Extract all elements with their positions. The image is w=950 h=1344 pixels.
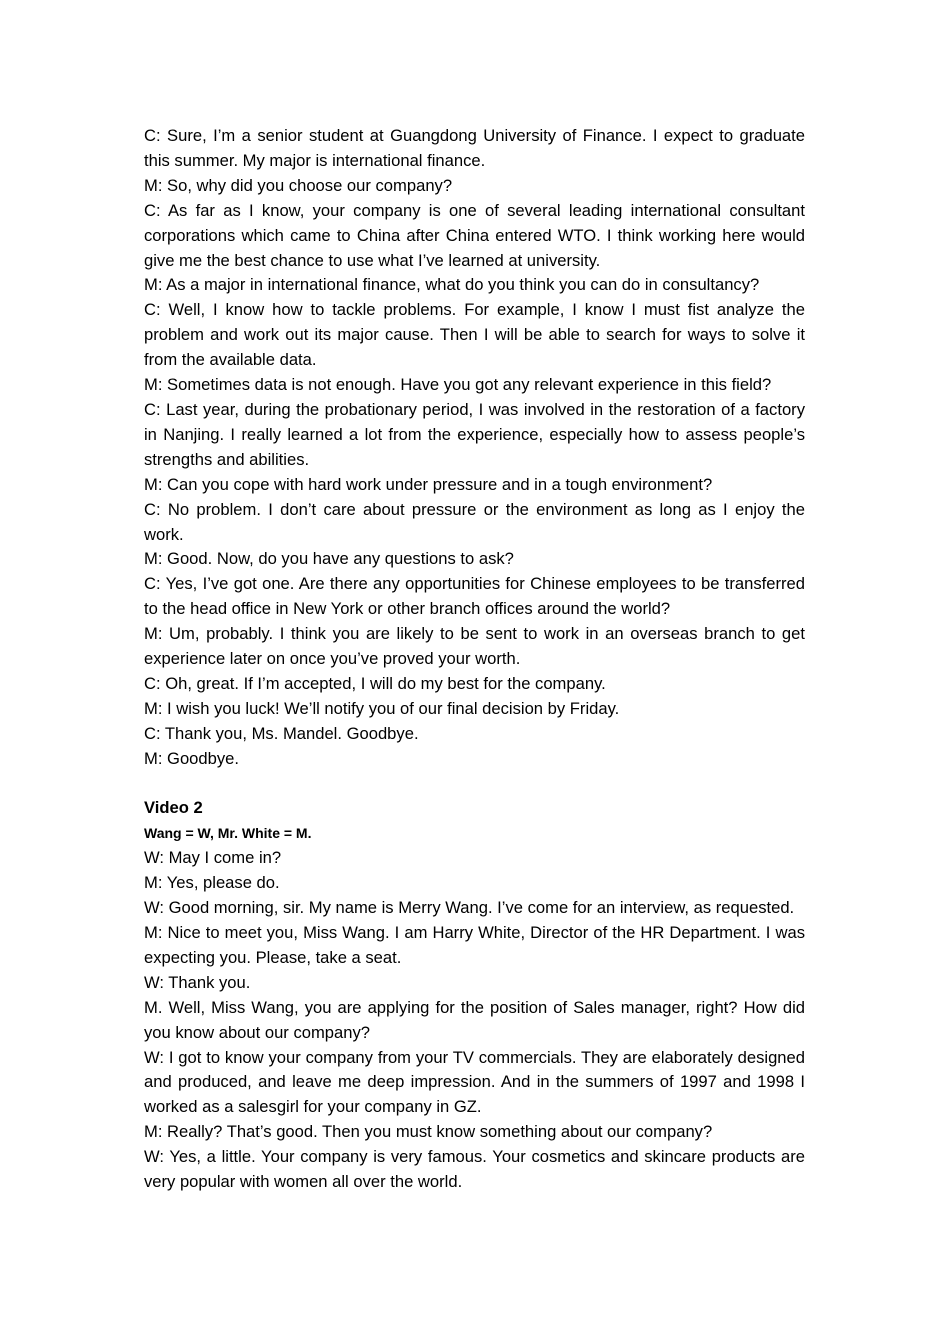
document-page — [144, 124, 805, 1195]
dialogue-line: M: Sometimes data is not enough. Have you got any relevant experience in this field? — [144, 375, 772, 395]
dialogue-line: C: As far as I know, your company is one of several leading international consultant corporations which came to China after China entered WTO. I think working here would give me the best chance to use what I’ve learned at university. — [144, 200, 805, 270]
dialogue-line: W: May I come in? — [144, 848, 282, 868]
dialogue-line: C: Yes, I’ve got one. Are there any opportunities for Chinese employees to be transferred to the head office in New York or other branch offices around the world? — [144, 574, 805, 619]
dialogue-line: C: No problem. I don’t care about pressure or the environment as long as I enjoy the work. — [144, 499, 805, 544]
section-video-1-transcript — [144, 124, 805, 772]
dialogue-line: M: Really? That’s good. Then you must know something about our company? — [144, 1122, 713, 1142]
dialogue-line: W: I got to know your company from your TV commercials. They are elaborately designed and produced, and leave me deep impression. And in the summers of 1997 and 1998 I worked as a salesgirl for your company in GZ. — [144, 1047, 805, 1117]
dialogue-line: C: Well, I know how to tackle problems. For example, I know I must fist analyze the problem and work out its major cause. Then I will be able to search for ways to solve it from the available data. — [144, 300, 805, 370]
blank-line — [144, 772, 805, 797]
dialogue-line: C: Thank you, Ms. Mandel. Goodbye. — [144, 723, 419, 743]
dialogue-line: M. Well, Miss Wang, you are applying for the position of Sales manager, right? How did you know about our company? — [144, 997, 805, 1042]
dialogue-line: M: Um, probably. I think you are likely to be sent to work in an overseas branch to get experience later on once you’ve proved your worth. — [144, 624, 805, 669]
dialogue-line: C: Oh, great. If I’m accepted, I will do my best for the company. — [144, 673, 606, 693]
section-heading: Video 2 — [144, 798, 203, 818]
dialogue-line: M: So, why did you choose our company? — [144, 175, 453, 195]
dialogue-line: M: As a major in international finance, what do you think you can do in consultancy? — [144, 275, 760, 295]
dialogue-line: W: Good morning, sir. My name is Merry Wang. I’ve come for an interview, as requested. — [144, 898, 795, 918]
dialogue-line: M: Can you cope with hard work under pressure and in a tough environment? — [144, 474, 713, 494]
speaker-legend: Wang = W, Mr. White = M. — [144, 825, 312, 842]
dialogue-line: C: Sure, I’m a senior student at Guangdong University of Finance. I expect to graduate this summer. My major is international finance. — [144, 126, 805, 170]
dialogue-line: M: Good. Now, do you have any questions to ask? — [144, 549, 514, 569]
dialogue-line: M: Yes, please do. — [144, 873, 280, 893]
dialogue-line: M: Nice to meet you, Miss Wang. I am Harry White, Director of the HR Department. I was expecting you. Please, take a seat. — [144, 922, 805, 967]
section-video-2-transcript — [144, 796, 805, 1195]
dialogue-line: W: Thank you. — [144, 972, 251, 992]
dialogue-line: M: I wish you luck! We’ll notify you of our final decision by Friday. — [144, 698, 620, 718]
dialogue-line: W: Yes, a little. Your company is very famous. Your cosmetics and skincare products are very popular with women all over the world. — [144, 1147, 805, 1192]
dialogue-line: M: Goodbye. — [144, 748, 240, 768]
dialogue-line: C: Last year, during the probationary period, I was involved in the restoration of a factory in Nanjing. I really learned a lot from the experience, especially how to assess people’s strengths and abilities. — [144, 399, 805, 469]
